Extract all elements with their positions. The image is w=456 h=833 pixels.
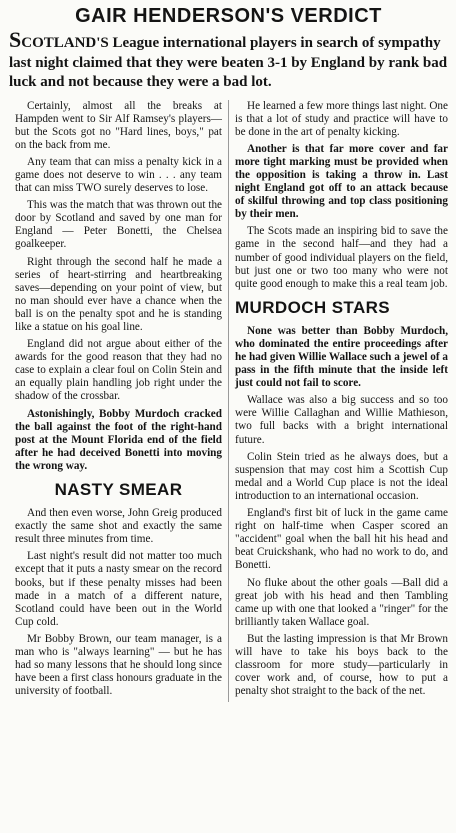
left-column-body-2 (15, 507, 222, 698)
paragraph: Certainly, almost all the breaks at Hampden went to Sir Alf Ramsey's players—but the Scots got no "Hard lines, boys," pat on the back from me. (15, 99, 222, 151)
article-columns (9, 100, 448, 703)
paragraph: And then even worse, John Greig produced exactly the same shot and exactly the same result three minutes from time. (15, 507, 222, 546)
paragraph: Any team that can miss a penalty kick in a game does not deserve to win . . . any team that can miss TWO surely deserves to lose. (15, 155, 222, 195)
left-column (9, 100, 222, 703)
paragraph: No fluke about the other goals —Ball did a great job with his head and then Tambling came up with one that looked a "ringer" for the brilliantly taken Wallace goal. (235, 576, 448, 628)
right-column-body (235, 100, 448, 291)
paragraph: Last night's result did not matter too much except that it puts a nasty smear on the record books, but if these penalty misses had been made in a match of a different nature, Scotland could have been out in the World Cup cold. (15, 550, 222, 628)
right-column-body-2 (235, 325, 448, 699)
paragraph: This was the match that was thrown out the door by Scotland and saved by one man for England — Peter Bonetti, the Chelsea goalkeeper. (15, 199, 222, 251)
paragraph: None was better than Bobby Murdoch, who dominated the entire proceedings after he had given Willie Wallace such a jewel of a pass in the fifth minute that the inside left just could not fail to score. (235, 324, 448, 390)
paragraph: England's first bit of luck in the game came right on half-time when Casper scored an "accident" goal when the ball hit his head and beat Cruickshank, who had no work to do, and Bonetti. (235, 507, 448, 572)
paragraph: The Scots made an inspiring bid to save the game in the second half—and they had a number of good individual players on the field, but just one or two too many who were not quite good enough to make this a real team job. (235, 225, 448, 290)
left-column-body (15, 100, 222, 474)
subhead-murdoch-stars: MURDOCH STARS (235, 297, 391, 317)
paragraph: Another is that far more cover and far more tight marking must be provided when the opposition is taking a throw in. Last night England got off to an attack because of skilful throwing and top class positioning by their men. (235, 142, 448, 221)
paragraph: Astonishingly, Bobby Murdoch cracked the ball against the foot of the right-hand post at the Mount Florida end of the field after he had deceived Bonetti into moving the wrong way. (15, 407, 222, 472)
paragraph: Wallace was also a big success and so too were Willie Callaghan and Willie Mathieson, two full backs with a bright international future. (235, 394, 448, 446)
headline: GAIR HENDERSON'S VERDICT (75, 5, 382, 27)
subhead-nasty-smear: NASTY SMEAR (54, 480, 183, 500)
paragraph: Mr Bobby Brown, our team manager, is a man who is "always learning" — but he has had so many lessons that he should long since have been a first class honours graduate in the university of football. (15, 632, 222, 698)
drop-cap: S (9, 27, 22, 52)
column-divider (228, 100, 229, 703)
paragraph: England did not argue about either of the awards for the good reason that they had no case to explain a clear foul on Colin Stein and an equally plain handling job right under the shadow of the crossbar. (15, 338, 222, 403)
intro-text: COTLAND'S League international players in search of sympathy last night claimed that they were beaten 3-1 by England by rank bad luck and not because they were a bad lot. (9, 35, 448, 90)
paragraph: He learned a few more things last night. One is that a lot of study and practice will have to be done in the art of penalty kicking. (235, 99, 448, 138)
right-column (235, 100, 448, 703)
paragraph: Right through the second half he made a series of heart-stirring and heartbreaking saves—depending on your point of view, but no man should ever have a chance when the ball is on the penalty spot and he is standing like a statue on his goal line. (15, 255, 222, 333)
intro-paragraph (9, 27, 448, 93)
paragraph: Colin Stein tried as he always does, but a suspension that may cost him a Scottish Cup medal and a World Cup place is not the ideal introduction to an international occasion. (235, 450, 448, 502)
paragraph: But the lasting impression is that Mr Brown will have to take his boys back to the classroom for more study—particularly in cover work and, of course, how to put a penalty shot straight to the back of the net. (235, 632, 448, 698)
